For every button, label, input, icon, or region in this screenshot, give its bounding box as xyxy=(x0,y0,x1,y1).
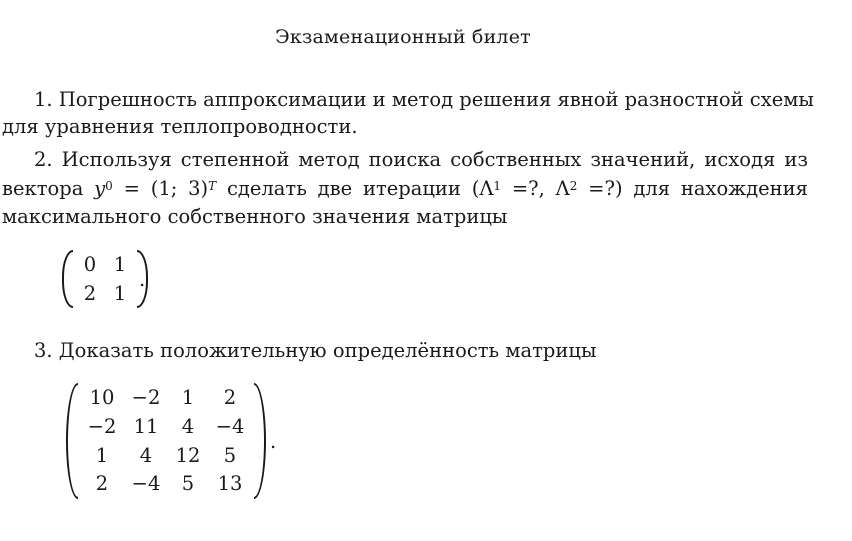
q2-y-superscript: 0 xyxy=(105,178,113,193)
matrix-2x2-cells xyxy=(73,250,137,308)
matrix-cell: −2 xyxy=(87,414,117,438)
question-3-line-1: 3. Доказать положительную определённость матрицы xyxy=(34,339,597,362)
matrix-cell: 0 xyxy=(83,253,97,276)
matrix-cell: 2 xyxy=(95,472,109,496)
left-parenthesis xyxy=(62,250,73,308)
q2-lambda-text: =?, Λ xyxy=(511,177,570,200)
matrix-cell: 1 xyxy=(95,443,109,467)
q2-lambda1-superscript: 1 xyxy=(493,178,502,193)
right-parenthesis xyxy=(254,383,266,499)
matrix-cell: 5 xyxy=(223,443,237,467)
matrix-2x2-period: . xyxy=(139,268,146,291)
q2-purpose-text: =?) для нахождения xyxy=(588,177,808,200)
matrix-cell: 5 xyxy=(181,472,195,496)
matrix-cell: −2 xyxy=(131,386,161,409)
question-2-line-1: 2. Используя степенной метод поиска собственных значений, исходя из xyxy=(34,148,808,171)
q2-vector-value: = (1; 3) xyxy=(123,177,209,200)
matrix-cell: 1 xyxy=(113,281,127,305)
matrix-cell: 4 xyxy=(181,414,195,438)
matrix-cell: −4 xyxy=(131,472,161,496)
q2-var-y: y xyxy=(94,177,106,200)
matrix-4x4 xyxy=(66,383,266,499)
matrix-cell: 1 xyxy=(181,386,195,409)
q2-iterations-text: сделать две итерации (Λ xyxy=(226,177,494,200)
question-1-line-2: для уравнения теплопроводности. xyxy=(2,115,358,138)
matrix-cell: 13 xyxy=(217,472,243,496)
matrix-cell: 10 xyxy=(89,386,115,409)
matrix-cell: 2 xyxy=(83,281,97,305)
q2-text-vector: вектора xyxy=(2,177,84,200)
question-1-line-1: 1. Погрешность аппроксимации и метод решения явной разностной схемы xyxy=(34,88,814,111)
matrix-cell: 12 xyxy=(175,443,201,467)
q2-transpose-superscript: T xyxy=(208,178,217,193)
page-title: Экзаменационный билет xyxy=(275,26,531,48)
matrix-cell: 11 xyxy=(133,414,159,438)
matrix-cell: 2 xyxy=(223,386,237,409)
matrix-2x2 xyxy=(62,250,148,308)
left-parenthesis xyxy=(66,383,78,499)
matrix-cell: 1 xyxy=(113,253,127,276)
matrix-4x4-cells xyxy=(78,383,254,499)
matrix-4x4-period: . xyxy=(270,430,277,453)
matrix-cell: 4 xyxy=(139,443,153,467)
question-2-line-3: максимального собственного значения матрицы xyxy=(2,205,508,228)
question-2-line-2 xyxy=(2,176,808,202)
matrix-cell: −4 xyxy=(215,414,245,438)
q2-lambda2-superscript: 2 xyxy=(569,178,578,193)
